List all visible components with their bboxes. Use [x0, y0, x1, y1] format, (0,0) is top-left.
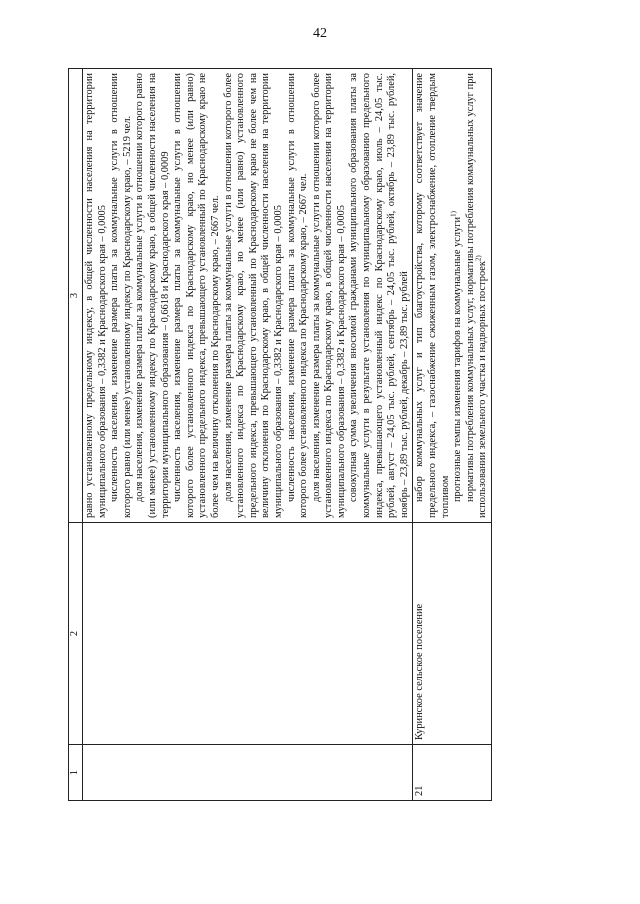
paragraph-text: доля населения, изменение размера платы за коммунальные услуги в отношении которого более установленного индекса по Краснодарскому краю, в общей численности населения на территории муниципального образования – 0,3382 и Краснодарского края – 0,0005 — [310, 73, 347, 518]
paragraph-text: численность населения, изменение размера платы за коммунальные услуги в отношении которого равно (или менее) установленному индексу по Краснодарскому краю, – 5219 чел. — [109, 73, 133, 518]
table-header-row — [69, 69, 83, 801]
header-col-2: 2 — [69, 523, 83, 745]
paragraph-text: численность населения, изменение размера платы за коммунальные услуги в отношении которого более установленного индекса по Краснодарскому краю, но менее (или равно) установленного предельного индекса, превышающего установленный по Краснодарскому краю не более чем на величину отклонения по Краснодарскому краю, – 2667 чел. — [172, 73, 221, 518]
paragraph — [223, 73, 286, 518]
paragraph — [286, 73, 311, 518]
paragraph-text: совокупная сумма увеличения вносимой гражданами муниципального образования платы за коммунальные услуги в результате установления по муниципальному образованию предельного индекса, превышающего установленный индекс по Краснодарскому краю, июль – 24,05 тыс. рублей, август – 24,05 тыс. рублей, сентябрь – 24,05 тыс. рублей, октябрь – 23,89 тыс. рублей, ноябрь – 23,89 тыс. рублей, декабрь – 23,89 тыс. рублей — [348, 73, 410, 518]
table-row-21 — [413, 69, 492, 801]
row-21-name: Куринское сельское поселение — [413, 523, 492, 745]
paragraph — [134, 73, 172, 518]
paragraph — [84, 73, 109, 518]
paragraph — [414, 73, 452, 518]
paragraph — [465, 73, 490, 518]
paragraph — [449, 73, 465, 518]
paragraph — [348, 73, 411, 518]
header-col-3: 3 — [69, 69, 83, 523]
paragraph — [311, 73, 349, 518]
paragraph — [109, 73, 134, 518]
document-table — [68, 68, 492, 801]
rotated-table-area — [68, 69, 624, 801]
paragraph-text: равно установленному предельному индексу, в общей численности населения на территории муниципального образования – 0,3382 и Краснодарского края – 0,0005 — [84, 73, 108, 518]
paragraph-text: прогнозные темпы изменения тарифов на коммунальные услуги — [452, 216, 464, 502]
rotated-table-frame — [68, 69, 624, 801]
paragraph — [172, 73, 222, 518]
table-row-continued — [83, 69, 413, 801]
paragraph-text: доля населения, изменение размера платы за коммунальные услуги в отношении которого более установленного индекса по Краснодарскому краю, но менее (или равно) установленного предельного индекса, превышающего установленный по Краснодарскому краю не более чем на величину отклонения по Краснодарскому краю, в общей численности населения на территории муниципального образования – 0,3382 и Краснодарского края – 0,0005 — [222, 73, 284, 518]
row-continued-number — [83, 745, 413, 801]
page-number: 42 — [313, 26, 327, 41]
row-21-number: 21 — [413, 745, 492, 801]
paragraph-text: набор коммунальных услуг и тип благоустройства, которому соответствует значение предельного индекса, – газоснабжение сжиженным газом, электроснабжение, отопление твердым топливом — [414, 73, 451, 518]
footnote-marker: 2) — [474, 255, 483, 262]
paragraph-text: численность населения, изменение размера платы за коммунальные услуги в отношении которого более установленного индекса по Краснодарскому краю, – 2667 чел. — [285, 73, 310, 518]
row-continued-description — [83, 69, 413, 523]
header-col-1: 1 — [69, 745, 83, 801]
row-continued-name — [83, 523, 413, 745]
paragraph-text: доля населения, изменение размера платы за коммунальные услуги в отношении которого равно (или менее) установленному индексу по Краснодарскому краю, в общей численности населения на территории муниципального образования – 0,6618 и Краснодарского края – 0,0009 — [134, 73, 171, 518]
paragraph-list — [84, 73, 411, 518]
row-21-description — [413, 69, 492, 523]
paragraph-list — [414, 73, 490, 518]
footnote-marker: 1) — [449, 211, 458, 217]
paragraph-text: нормативы потребления коммунальных услуг, нормативы потребления коммунальных услуг при использовании земельного участка и надворных построек — [464, 73, 489, 518]
